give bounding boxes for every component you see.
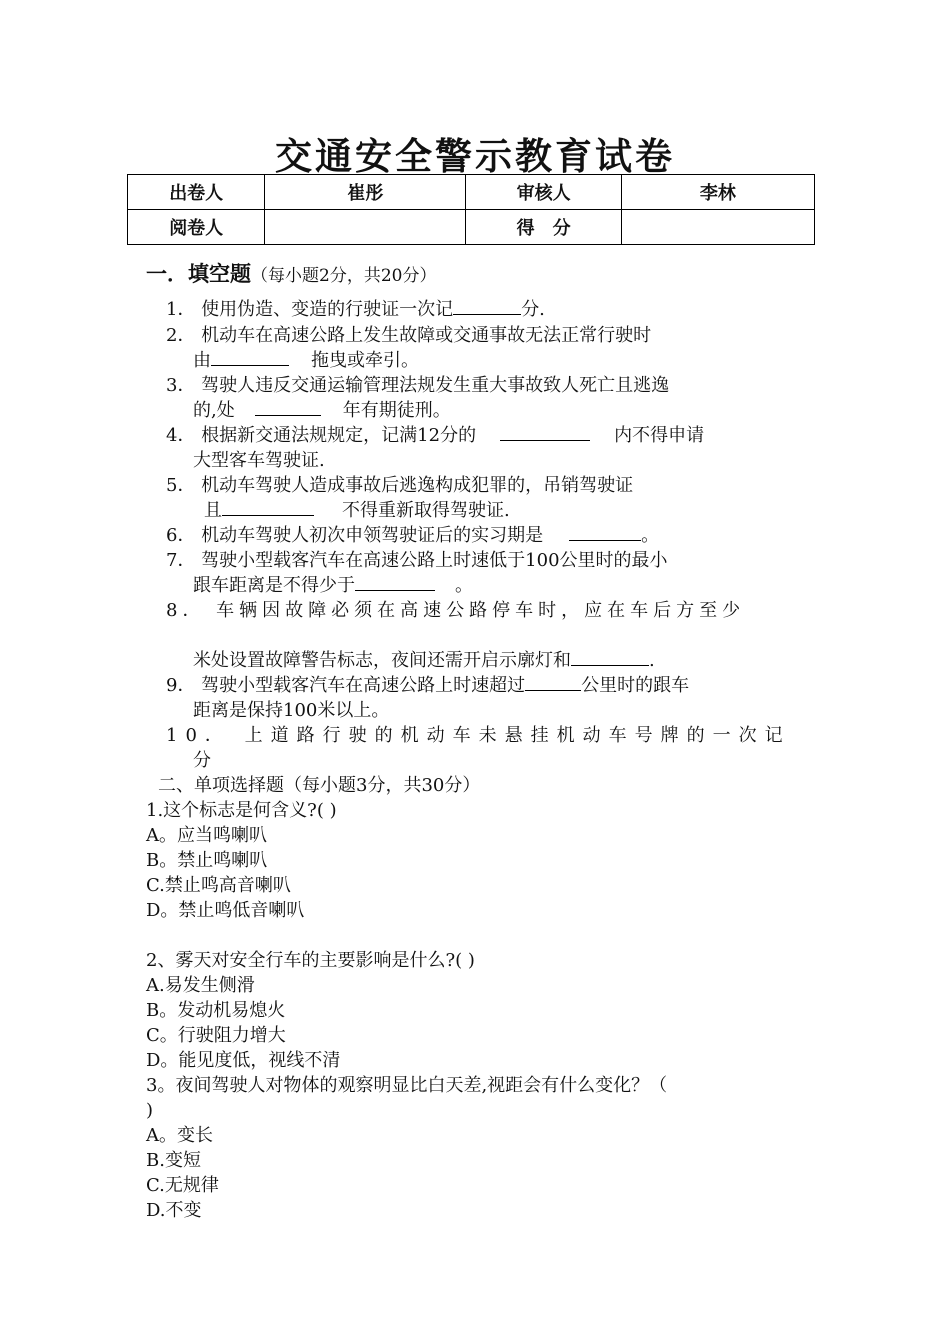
mc-q3-option-b[interactable]: B.变短 xyxy=(146,1150,201,1171)
mc-q2-option-d[interactable]: D。能见度低，视线不清 xyxy=(146,1050,341,1071)
fill-q3-line2: 的,处 年有期徒刑。 xyxy=(193,400,451,421)
author-label: 出卷人 xyxy=(128,175,265,210)
reviewer-value: 李林 xyxy=(621,175,814,210)
fill-q5-line2: 且 不得重新取得驾驶证. xyxy=(204,500,510,521)
answer-blank[interactable] xyxy=(453,298,521,315)
answer-blank[interactable] xyxy=(355,574,435,591)
section2-heading: 二、单项选择题（每小题3分，共30分） xyxy=(158,775,481,796)
mc-q3-cont: ) xyxy=(146,1100,154,1121)
answer-blank[interactable] xyxy=(211,349,289,366)
fill-q9-line2: 距离是保持100米以上。 xyxy=(193,700,390,721)
fill-q10-line1: 10． 上道路行驶的机动车未悬挂机动车号牌的一次记 xyxy=(166,725,791,746)
mc-q2-option-b[interactable]: B。发动机易熄火 xyxy=(146,1000,286,1021)
answer-blank[interactable] xyxy=(500,424,590,441)
fill-q9-line1: 9． 驾驶小型载客汽车在高速公路上时速超过 公里时的跟车 xyxy=(166,675,690,696)
fill-q2-line1: 2． 机动车在高速公路上发生故障或交通事故无法正常行驶时 xyxy=(166,325,652,346)
mc-q2: 2、雾天对安全行车的主要影响是什么?( ) xyxy=(146,950,475,971)
mc-q2-option-a[interactable]: A.易发生侧滑 xyxy=(146,975,255,996)
section1-note: （每小题2分，共20分） xyxy=(251,266,437,286)
grader-label: 阅卷人 xyxy=(128,210,265,245)
mc-q3-option-a[interactable]: A。变长 xyxy=(146,1125,213,1146)
info-table xyxy=(127,174,815,245)
fill-q10-line2: 分 xyxy=(193,750,211,771)
fill-q8-line2: 米处设置故障警告标志，夜间还需开启示廓灯和 . xyxy=(193,650,655,671)
answer-blank[interactable] xyxy=(255,399,321,416)
page-title: 交通安全警示教育试卷 xyxy=(275,135,675,178)
fill-q6: 6． 机动车驾驶人初次申领驾驶证后的实习期是 。 xyxy=(166,525,660,546)
fill-q7-line2: 跟车距离是不得少于 。 xyxy=(193,575,473,596)
author-value: 崔彤 xyxy=(265,175,466,210)
mc-q3: 3。夜间驾驶人对物体的观察明显比白天差,视距会有什么变化？（ xyxy=(146,1075,668,1096)
mc-q2-option-c[interactable]: C。行驶阻力增大 xyxy=(146,1025,286,1046)
fill-q7-line1: 7． 驾驶小型载客汽车在高速公路上时速低于100公里时的最小 xyxy=(166,550,668,571)
reviewer-label: 审核人 xyxy=(466,175,621,210)
fill-q3-line1: 3． 驾驶人违反交通运输管理法规发生重大事故致人死亡且逃逸 xyxy=(166,375,670,396)
answer-blank[interactable] xyxy=(525,674,581,691)
mc-q1-option-a[interactable]: A。应当鸣喇叭 xyxy=(146,825,267,846)
answer-blank[interactable] xyxy=(222,499,314,516)
fill-q4-line2: 大型客车驾驶证. xyxy=(193,450,325,471)
score-label: 得 分 xyxy=(466,210,621,245)
score-value xyxy=(621,210,814,245)
fill-q2-line2: 由 拖曳或牵引。 xyxy=(193,350,419,371)
section1-title: 一．填空题 xyxy=(146,262,251,286)
mc-q1-option-b[interactable]: B。禁止鸣喇叭 xyxy=(146,850,268,871)
fill-q5-line1: 5． 机动车驾驶人造成事故后逃逸构成犯罪的，吊销驾驶证 xyxy=(166,475,634,496)
fill-q4-line1: 4． 根据新交通法规规定，记满12分的 内不得申请 xyxy=(166,425,705,446)
mc-q3-option-d[interactable]: D.不变 xyxy=(146,1200,202,1221)
section1-heading xyxy=(146,262,436,288)
mc-q1-option-d[interactable]: D。禁止鸣低音喇叭 xyxy=(146,900,305,921)
answer-blank[interactable] xyxy=(571,649,649,666)
mc-q3-option-c[interactable]: C.无规律 xyxy=(146,1175,219,1196)
fill-q8-line1: 8． 车辆因故障必须在高速公路停车时，应在车后方至少 xyxy=(166,600,746,621)
mc-q1-option-c[interactable]: C.禁止鸣高音喇叭 xyxy=(146,875,291,896)
mc-q1: 1.这个标志是何含义?( ) xyxy=(146,800,337,821)
grader-value xyxy=(265,210,466,245)
fill-q1: 1． 使用伪造、变造的行驶证一次记 分. xyxy=(166,299,545,320)
answer-blank[interactable] xyxy=(569,524,641,541)
